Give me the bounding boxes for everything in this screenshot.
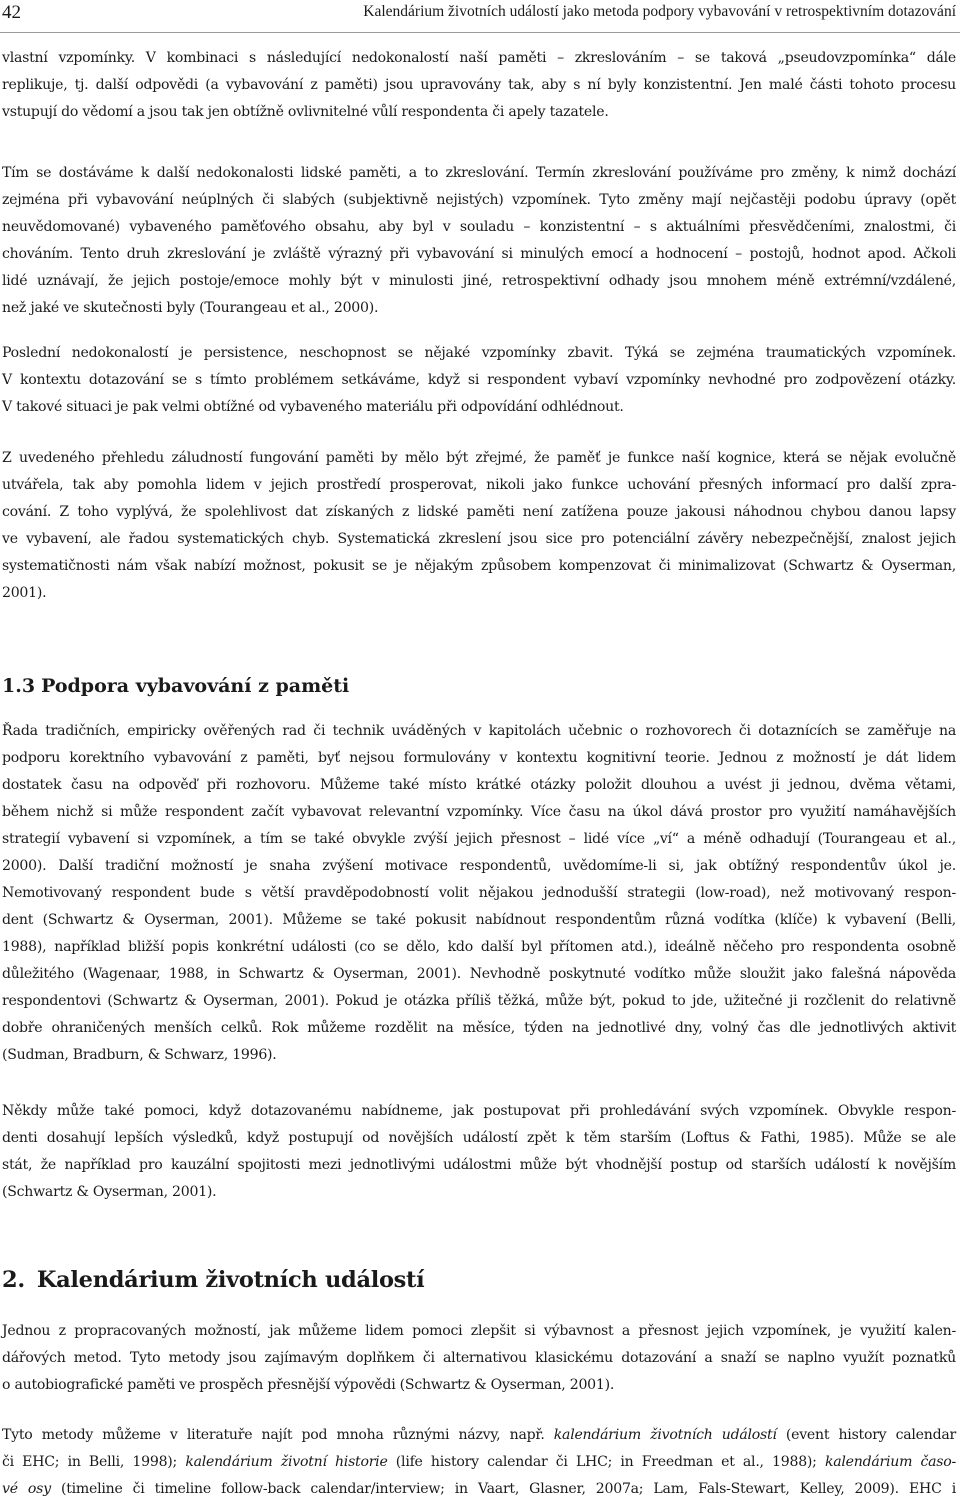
text-run: (event history calendar bbox=[776, 1427, 956, 1443]
paragraph bbox=[2, 1098, 956, 1206]
text-line: dářových metod. Tyto metody jsou zajímavým doplňkem či alternativou klasickému dotazování a snaží se naplno využít poznatků bbox=[2, 1350, 956, 1366]
paragraph bbox=[2, 160, 956, 322]
text-line: Poslední nedokonalostí je persistence, neschopnost se nějaké vzpomínky zbavit. Týká se zejména traumatických vzpomínek. bbox=[2, 345, 956, 361]
text-line bbox=[2, 1422, 956, 1449]
paragraph bbox=[2, 718, 956, 1069]
text-line: (Sudman, Bradburn, & Schwarz, 1996). bbox=[2, 1047, 277, 1063]
text-run: Tyto metody můžeme v literatuře najít pod mnoha různými názvy, např. bbox=[2, 1427, 554, 1443]
text-line: stát, že například pro kauzální spojitosti mezi jednotlivými událostmi může být vhodnější postup od starších událostí k novějším bbox=[2, 1157, 956, 1173]
page-header bbox=[0, 0, 960, 33]
italic-term: vé osy bbox=[2, 1481, 51, 1497]
text-line: 1988), například bližší popis konkrétní události (co se dělo, kdo další byl přítomen atd.), ideálně něčeho pro respondenta osobně bbox=[2, 939, 956, 955]
paragraph bbox=[2, 340, 956, 421]
running-title: Kalendárium životních událostí jako metoda podpory vybavování v retrospektivním dotazování bbox=[363, 3, 956, 20]
text-run: (life history calendar či LHC; in Freedman et al., 1988); bbox=[387, 1454, 825, 1470]
text-line: podporu korektního vybavování z paměti, byť nejsou formulovány v kontextu kognitivní teorie. Jednou z možností je dát lidem bbox=[2, 750, 956, 766]
paragraph bbox=[2, 1422, 956, 1503]
text-line: V kontextu dotazování se s tímto problémem setkáváme, když si respondent vybaví vzpomínky nevhodné pro zodpovězení otázky. bbox=[2, 372, 956, 388]
text-line: neuvědomované) vybaveného paměťového obsahu, aby byl v souladu – konzistentní – s aktuálními přesvědčeními, znalostmi, či bbox=[2, 219, 956, 235]
text-line: dostatek času na odpověď při rozhovoru. Můžeme také místo krátké otázky položit dlouhou a uvést ji jednou, dvěma větami, bbox=[2, 777, 956, 793]
italic-term: kalendárium životní historie bbox=[185, 1454, 388, 1470]
text-line: důležitého (Wagenaar, 1988, in Schwartz & Oyserman, 2001). Nevhodně poskytnuté vodítko může sloužit jako falešná nápověda bbox=[2, 966, 956, 982]
chapter-number: 2. bbox=[2, 1267, 25, 1293]
text-line: vlastní vzpomínky. V kombinaci s následující nedokonalostí naší paměti – zkreslováním – se taková „pseudovzpomínka“ dále bbox=[2, 50, 956, 66]
text-line: dobře ohraničených menších celků. Rok můžeme rozdělit na měsíce, týden na jednotlivé dny, volný čas dle jednotlivých aktivit bbox=[2, 1020, 956, 1036]
text-line: než jaké ve skutečnosti byly (Tourangeau et al., 2000). bbox=[2, 300, 379, 316]
section-number: 1.3 bbox=[2, 675, 36, 697]
text-line: Z uvedeného přehledu záludností fungování paměti by mělo být zřejmé, že paměť je funkce naší kognice, která se nějak evolučně bbox=[2, 450, 956, 466]
page-number: 42 bbox=[2, 2, 21, 23]
chapter-heading bbox=[2, 1267, 424, 1293]
text-line: Nemotivovaný respondent bude s větší pravděpodobností volit nějakou jednodušší strategii (low-road), než motivovaný respon- bbox=[2, 885, 956, 901]
text-line: o autobiografické paměti ve prospěch přesnější výpovědi (Schwartz & Oyserman, 2001). bbox=[2, 1377, 615, 1393]
text-line: ve vybavení, ale řadou systematických chyb. Systematická zkreslení jsou sice pro potenciální závěry nebezpečnější, znalost jejich bbox=[2, 531, 956, 547]
text-line: dent (Schwartz & Oyserman, 2001). Můžeme se také pokusit nabídnout respondentům různá vodítka (klíče) k vybavení (Belli, bbox=[2, 912, 956, 928]
italic-term: kalendárium životních událostí bbox=[553, 1427, 777, 1443]
text-line: systematičnosti nám však nabízí možnost, pokusit se je nějakým způsobem kompenzovat či minimalizovat (Schwartz & Oyserman, bbox=[2, 558, 956, 574]
paragraph bbox=[2, 445, 956, 607]
text-line: respondentovi (Schwartz & Oyserman, 2001). Pokud je otázka příliš těžká, může být, pokud to jde, užitečné ji rozčlenit do relativně bbox=[2, 993, 956, 1009]
text-line: Řada tradičních, empiricky ověřených rad či technik uváděných v kapitolách učebnic o rozhovorech či dotaznících se zaměřuje na bbox=[2, 723, 956, 739]
text-line: chováním. Tento druh zkreslování je zvláště výrazný při vybavování si minulých emocí a hodnocení – postojů, hodnot apod. Ačkoli bbox=[2, 246, 956, 262]
text-line: strategií vybavení si vzpomínek, a tím se také obvykle zvýší jejich přesnost – lidé více „ví“ a méně odhadují (Tourangeau et al., bbox=[2, 831, 956, 847]
text-line: cování. Z toho vyplývá, že spolehlivost dat získaných z lidské paměti není zatížena pouze jakousi náhodnou chybou danou lapsy bbox=[2, 504, 956, 520]
text-line: (Schwartz & Oyserman, 2001). bbox=[2, 1184, 217, 1200]
text-run: (timeline či timeline follow-back calendar/interview; in Vaart, Glasner, 2007a; Lam, Fals-Stewart, Kelley, 2009). EHC i bbox=[50, 1481, 956, 1497]
text-line: během nichž si může respondent začít vybavovat relevantní vzpomínky. Více času na úkol dává prostor pro využití namáhavějších bbox=[2, 804, 956, 820]
italic-term: kalendárium časo- bbox=[824, 1454, 956, 1470]
text-line: 2001). bbox=[2, 585, 47, 601]
paragraph bbox=[2, 45, 956, 126]
text-line: utvářela, tak aby pomohla lidem v jejich prostředí prosperovat, nikoli jako funkce uchování přesných informací pro další zpra- bbox=[2, 477, 956, 493]
text-line: vstupují do vědomí a jsou tak jen obtížně ovlivnitelné vůlí respondenta či apely tazatele. bbox=[2, 104, 609, 120]
text-line: Někdy může také pomoci, když dotazovanému nabídneme, jak postupovat při prohledávání svých vzpomínek. Obvykle respon- bbox=[2, 1103, 956, 1119]
text-line: Tím se dostáváme k další nedokonalosti lidské paměti, a to zkreslování. Termín zkreslování používáme pro změny, k nimž dochází bbox=[2, 165, 956, 181]
text-line: 2000). Další tradiční možností je snaha zvýšení motivace respondentů, uvědomíme-li si, jak obtížný respondentův úkol je. bbox=[2, 858, 956, 874]
text-run: či EHC; in Belli, 1998); bbox=[2, 1454, 186, 1470]
paragraph bbox=[2, 1318, 956, 1399]
text-line: denti dosahují lepších výsledků, když postupují od novějších událostí zpět k těm starším (Loftus & Fathi, 1985). Může se ale bbox=[2, 1130, 956, 1146]
text-line: Jednou z propracovaných možností, jak můžeme lidem pomoci zlepšit si výbavnost a přesnost jejich vzpomínek, je využití kalen- bbox=[2, 1323, 956, 1339]
text-line: V takové situaci je pak velmi obtížné od vybaveného materiálu při odpovídání odhlédnout. bbox=[2, 399, 624, 415]
chapter-title: Kalendárium životních událostí bbox=[36, 1267, 425, 1293]
section-heading bbox=[2, 675, 349, 697]
text-line bbox=[2, 1449, 956, 1476]
text-line: replikuje, tj. další odpovědi (a vybavování z paměti) jsou upravovány tak, aby s ní byly konzistentní. Jen malé části tohoto procesu bbox=[2, 77, 956, 93]
section-title: Podpora vybavování z paměti bbox=[41, 675, 350, 697]
text-line: lidé uznávají, že jejich postoje/emoce mohly být v minulosti jiné, retrospektivní odhady jsou mnohem méně extrémní/vzdálené, bbox=[2, 273, 956, 289]
text-line: zejména při vybavování neúplných či slabých (subjektivně nejistých) vzpomínek. Tyto změny mají nejčastěji podobu úpravy (opět bbox=[2, 192, 956, 208]
text-line bbox=[2, 1476, 956, 1503]
